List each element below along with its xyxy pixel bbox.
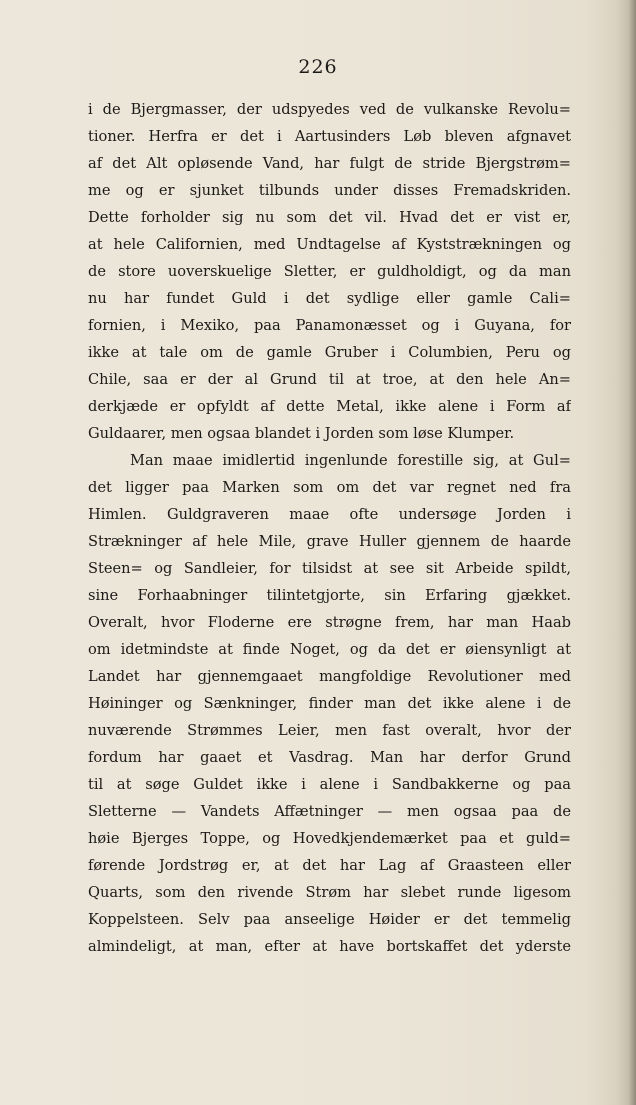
page-edge-shadow bbox=[628, 0, 636, 1105]
text-line: ikke at tale om de gamle Gruber i Columbien, Peru og bbox=[88, 344, 571, 361]
text-line: tioner. Herfra er det i Aartusinders Løb bleven afgnavet bbox=[88, 128, 571, 145]
text-line: til at søge Guldet ikke i alene i Sandbakkerne og paa bbox=[88, 776, 571, 793]
text-line: Koppelsteen. Selv paa anseelige Høider er det temmelig bbox=[88, 911, 571, 928]
text-line: Dette forholder sig nu som det vil. Hvad det er vist er, bbox=[88, 209, 571, 226]
paragraph-start-line: Man maae imidlertid ingenlunde forestille sig, at Gul= bbox=[130, 452, 571, 469]
text-line: sine Forhaabninger tilintetgjorte, sin Erfaring gjækket. bbox=[88, 587, 571, 604]
text-line: derkjæde er opfyldt af dette Metal, ikke alene i Form af bbox=[88, 398, 571, 415]
text-line: det ligger paa Marken som om det var regnet ned fra bbox=[88, 479, 571, 496]
page-number: 226 bbox=[298, 56, 338, 78]
text-line: Chile, saa er der al Grund til at troe, at den hele An= bbox=[88, 371, 571, 388]
text-line: Steen= og Sandleier, for tilsidst at see sit Arbeide spildt, bbox=[88, 560, 571, 577]
text-line: i de Bjergmasser, der udspyedes ved de vulkanske Revolu= bbox=[88, 101, 571, 118]
text-line: Landet har gjennemgaaet mangfoldige Revolutioner med bbox=[88, 668, 571, 685]
text-line: førende Jordstrøg er, at det har Lag af Graasteen eller bbox=[88, 857, 571, 874]
text-line: fornien, i Mexiko, paa Panamonæsset og i Guyana, for bbox=[88, 317, 571, 334]
text-line: nu har fundet Guld i det sydlige eller gamle Cali= bbox=[88, 290, 571, 307]
text-line: af det Alt opløsende Vand, har fulgt de stride Bjergstrøm= bbox=[88, 155, 571, 172]
text-line: nuværende Strømmes Leier, men fast overalt, hvor der bbox=[88, 722, 571, 739]
text-line: Høininger og Sænkninger, finder man det ikke alene i de bbox=[88, 695, 571, 712]
text-line: Sletterne — Vandets Affætninger — men ogsaa paa de bbox=[88, 803, 571, 820]
text-line: almindeligt, at man, efter at have bortskaffet det yderste bbox=[88, 938, 571, 955]
text-line: Quarts, som den rivende Strøm har slebet runde ligesom bbox=[88, 884, 571, 901]
text-line: fordum har gaaet et Vasdrag. Man har derfor Grund bbox=[88, 749, 571, 766]
text-line: om idetmindste at finde Noget, og da det er øiensynligt at bbox=[88, 641, 571, 658]
text-line: høie Bjerges Toppe, og Hovedkjendemærket paa et guld= bbox=[88, 830, 571, 847]
body-text bbox=[88, 96, 571, 960]
text-line: Himlen. Guldgraveren maae ofte undersøge Jorden i bbox=[88, 506, 571, 523]
text-line: at hele Californien, med Undtagelse af Kyststrækningen og bbox=[88, 236, 571, 253]
text-line: Guldaarer, men ogsaa blandet i Jorden som løse Klumper. bbox=[88, 425, 515, 442]
text-line: me og er sjunket tilbunds under disses Fremadskriden. bbox=[88, 182, 571, 199]
text-line: Overalt, hvor Floderne ere strøgne frem, har man Haab bbox=[88, 614, 571, 631]
text-line: de store uoverskuelige Sletter, er guldholdigt, og da man bbox=[88, 263, 571, 280]
text-line: Strækninger af hele Mile, grave Huller gjennem de haarde bbox=[88, 533, 571, 550]
